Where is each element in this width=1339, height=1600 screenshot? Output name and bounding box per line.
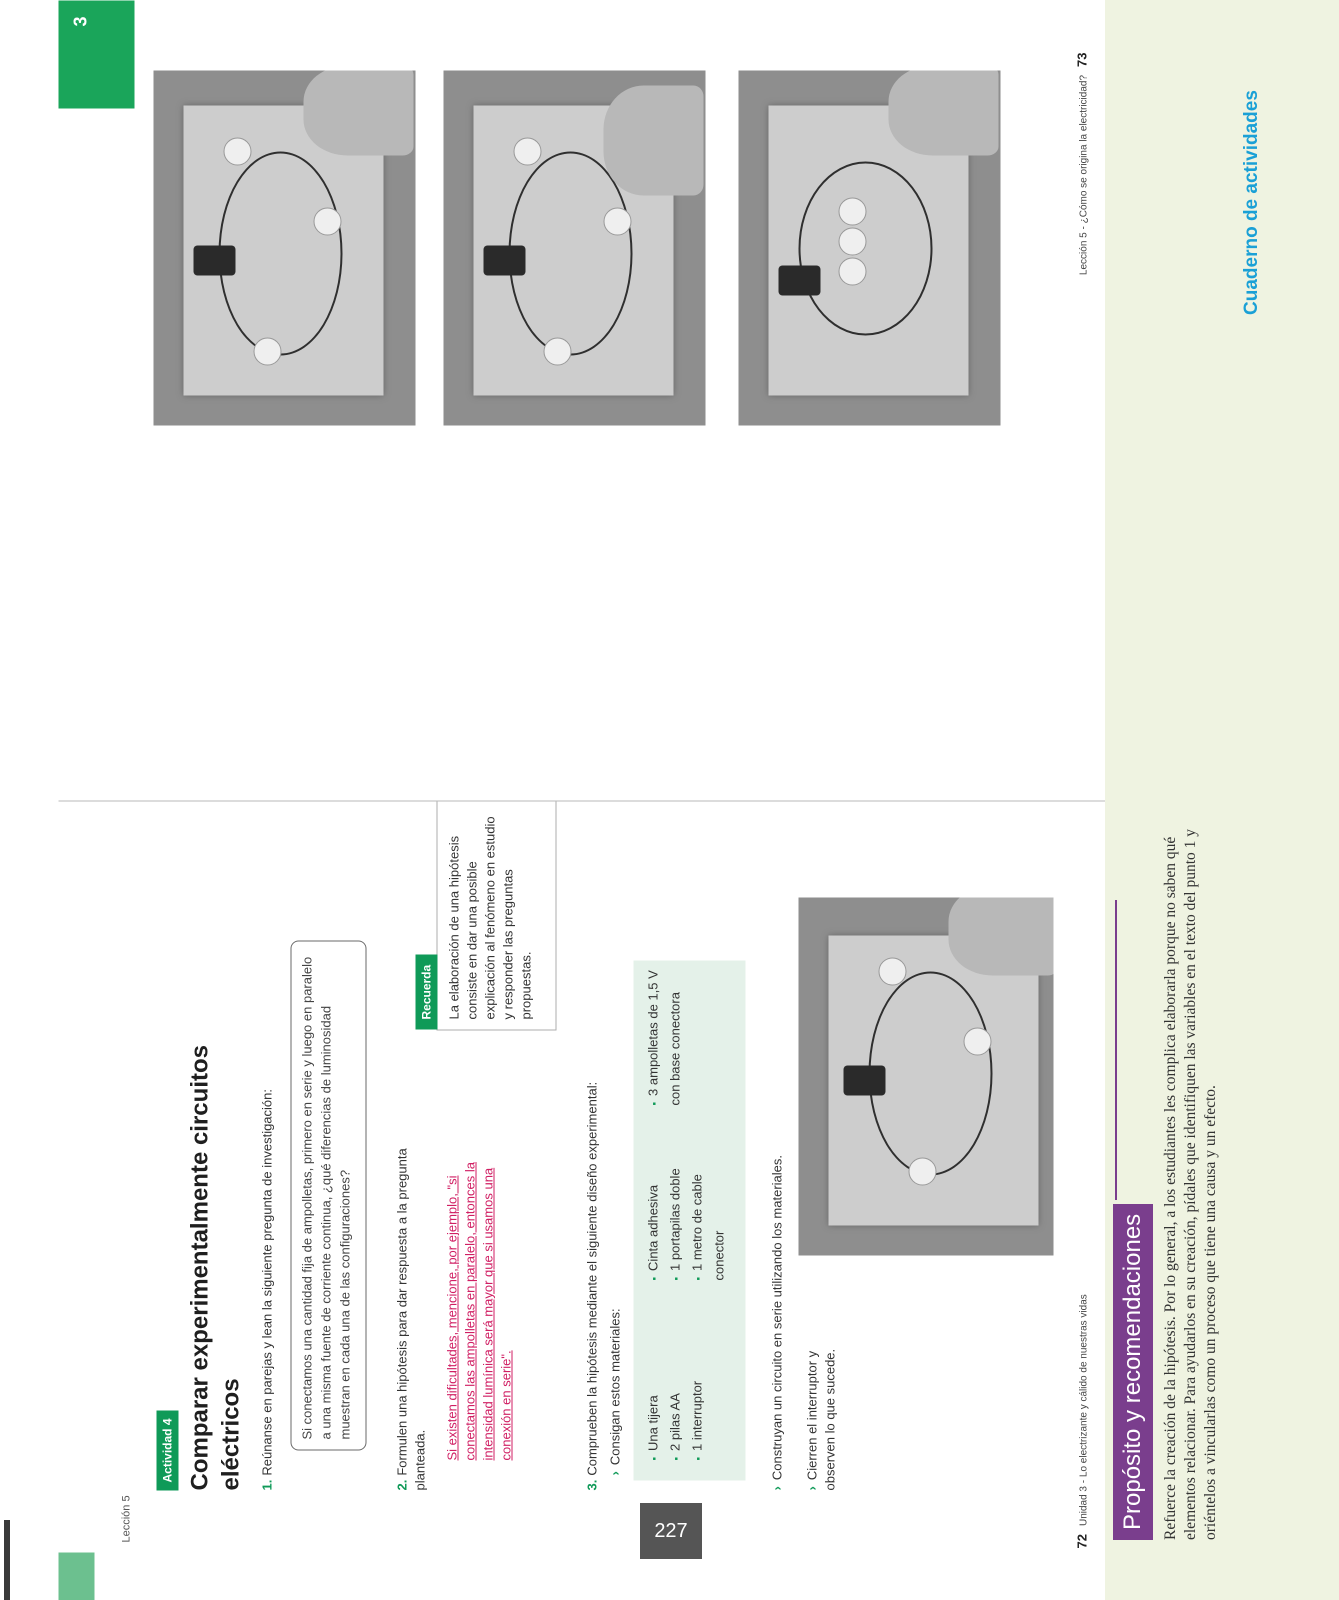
battery bbox=[843, 1065, 885, 1095]
recuerda-box bbox=[419, 798, 556, 1030]
step-3-number: 3. bbox=[584, 1479, 599, 1490]
activity-title: Comparar experimentalmente circuitos eléctricos bbox=[186, 1044, 244, 1490]
circuit-photo-parallel bbox=[738, 70, 1000, 425]
leccion-label: Lección 5 bbox=[120, 1494, 132, 1542]
heading-rule bbox=[1115, 900, 1117, 1200]
build-step bbox=[768, 870, 786, 1490]
footer-page-number: 73 bbox=[1074, 52, 1089, 67]
activity-badge: Actividad 4 bbox=[156, 1410, 178, 1490]
page-72 bbox=[58, 800, 1105, 1600]
circuit-photo-disconnect bbox=[153, 70, 415, 425]
circuit-photo-modify bbox=[443, 70, 705, 425]
step-1-number: 1. bbox=[259, 1479, 274, 1490]
research-question-box: Si conectamos una cantidad fija de ampolletas, primero en serie y luego en paralelo a una misma fuente de corriente continua, ¿qué diferencias de luminosidad muestran en cada una de las configuraciones? bbox=[290, 940, 366, 1450]
battery bbox=[193, 245, 235, 275]
close-step-text: Cierren el interruptor y observen lo que sucede. bbox=[804, 1348, 837, 1490]
hand bbox=[888, 70, 998, 155]
bulb bbox=[543, 337, 571, 365]
teacher-panel bbox=[1105, 0, 1339, 1600]
material-item: ▪ Una tijera bbox=[643, 1310, 665, 1460]
bulb bbox=[313, 207, 341, 235]
circuit-photo-series bbox=[798, 897, 1053, 1255]
step-1-text: Reúnanse en parejas y lean la siguiente pregunta de investigación: bbox=[259, 1088, 274, 1476]
materials-intro bbox=[606, 1075, 624, 1475]
step-3 bbox=[583, 870, 601, 1490]
footer-left bbox=[1074, 1294, 1089, 1548]
bulb bbox=[908, 1157, 936, 1185]
bulb bbox=[963, 1027, 991, 1055]
bulb bbox=[513, 137, 541, 165]
chevron-right-icon: › bbox=[607, 1470, 622, 1475]
bulb bbox=[878, 957, 906, 985]
material-item: ▪ 1 metro de cable conector bbox=[687, 1130, 729, 1280]
material-item: ▪ 1 portapilas doble bbox=[665, 1130, 687, 1280]
purpose-heading: Propósito y recomendaciones bbox=[1113, 1204, 1153, 1540]
page-number-badge: 227 bbox=[640, 1503, 702, 1559]
footer-right bbox=[1074, 52, 1089, 275]
recuerda-label: Recuerda bbox=[415, 954, 437, 1029]
materials-col-1 bbox=[643, 1310, 709, 1460]
bulb bbox=[253, 337, 281, 365]
materials-col-2 bbox=[643, 1130, 729, 1280]
edge-marker bbox=[4, 1520, 10, 1600]
step-3-text: Comprueben la hipótesis mediante el siguiente diseño experimental: bbox=[584, 1081, 599, 1476]
bulb bbox=[603, 207, 631, 235]
material-item: ▪ 3 ampolletas de 1,5 V con base conectora bbox=[643, 960, 685, 1105]
bulb bbox=[838, 227, 866, 255]
chevron-right-icon: › bbox=[804, 1485, 819, 1490]
teacher-panel-content bbox=[1105, 0, 1339, 1600]
recuerda-text: La elaboración de una hipótesis consiste en dar una posible explicación al fenómeno en estudio y responder las preguntas propuestas. bbox=[446, 815, 533, 1019]
step-2 bbox=[393, 1130, 429, 1490]
step-2-text: Formulen una hipótesis para dar respuesta a la pregunta planteada. bbox=[394, 1147, 427, 1490]
unit-tab: 3 bbox=[58, 0, 134, 108]
close-step bbox=[803, 1300, 839, 1490]
hand bbox=[948, 897, 1053, 975]
chevron-right-icon: › bbox=[769, 1485, 784, 1490]
circuit-wire bbox=[218, 151, 342, 355]
footer-page-number: 72 bbox=[1074, 1533, 1089, 1548]
materials-col-3 bbox=[643, 960, 685, 1105]
hand bbox=[603, 85, 703, 195]
materials-box bbox=[633, 960, 745, 1480]
step-1 bbox=[258, 870, 276, 1490]
build-step-text: Construyan un circuito en serie utilizando los materiales. bbox=[769, 1154, 784, 1480]
circuit-wire bbox=[798, 161, 932, 335]
leccion-tab bbox=[58, 1552, 94, 1600]
bulb bbox=[838, 257, 866, 285]
bulb bbox=[223, 137, 251, 165]
left-margin bbox=[0, 0, 58, 1600]
textbook-spread-area bbox=[58, 0, 1105, 1600]
footer-unit-text: Unidad 3 - Lo electrizante y cálido de nuestras vidas bbox=[1078, 1293, 1089, 1526]
circuit-wire bbox=[868, 971, 992, 1175]
material-item: ▪ 2 pilas AA bbox=[665, 1310, 687, 1460]
battery bbox=[483, 245, 525, 275]
textbook-spread bbox=[58, 0, 1105, 1600]
teacher-hint: Si existen dificultades, mencione, por ejemplo, "si conectamos las ampolletas en paralelo, entonces la intensidad lumínica será mayor que si usamos una conexión en serie". bbox=[444, 1161, 513, 1460]
material-item: ▪ 1 interruptor bbox=[687, 1310, 709, 1460]
materials-intro-text: Consigan estos materiales: bbox=[607, 1307, 622, 1465]
material-item: ▪ Cinta adhesiva bbox=[643, 1130, 665, 1280]
hand bbox=[303, 70, 413, 155]
purpose-text: Refuerce la creación de la hipótesis. Por lo general, a los estudiantes les complica elaborarla porque no saben qué elementos relacionar. Para ayudarlos en su creación, pídales que identifiquen las variables en el texto del punto 1 y oriéntelos a vincularlas como un proceso que tiene una causa y un efecto. bbox=[1162, 828, 1219, 1540]
battery bbox=[778, 265, 820, 295]
step-2-number: 2. bbox=[394, 1479, 409, 1490]
cuaderno-link[interactable]: Cuaderno de actividades bbox=[1241, 90, 1262, 315]
bulb bbox=[838, 197, 866, 225]
footer-lesson-text: Lección 5 - ¿Cómo se origina la electricidad? bbox=[1078, 74, 1089, 275]
